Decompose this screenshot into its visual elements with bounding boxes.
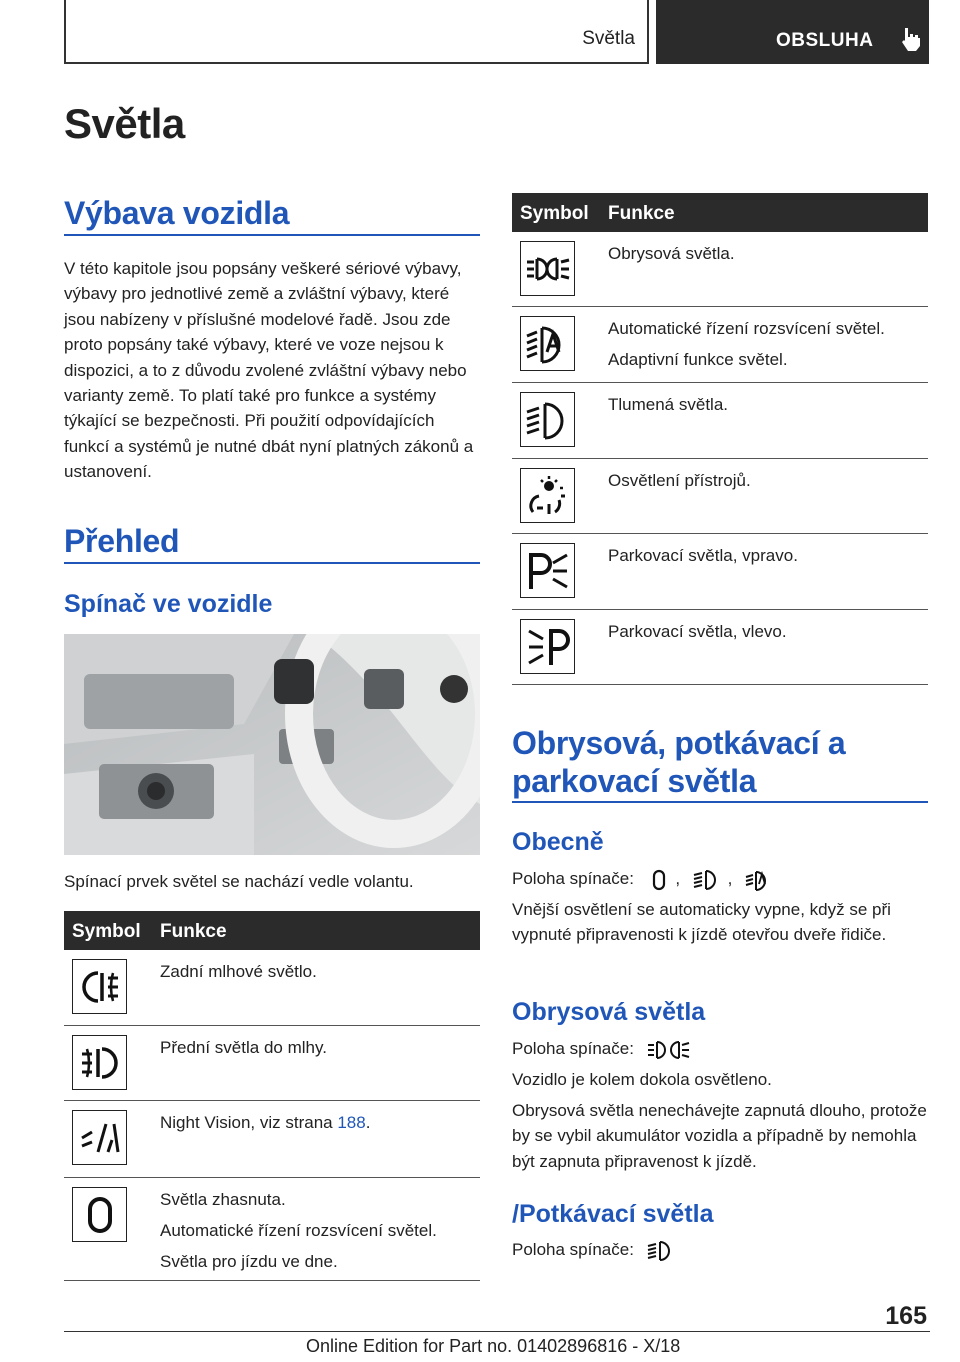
photo-caption: Spínací prvek světel se nachází vedle volantu.: [64, 872, 414, 891]
low-beam-icon: [647, 1239, 677, 1263]
table-row: [64, 1101, 480, 1178]
page-title: Světla: [64, 100, 185, 147]
function-text: Zadní mlhové světlo.: [160, 962, 317, 981]
column-header-function: Funkce: [160, 921, 227, 942]
table-row: [512, 610, 928, 685]
function-text: Night Vision, viz strana 188.: [160, 1113, 371, 1132]
function-text: Světla zhasnuta. Automatické řízení rozsvícení světel. Světla pro jízdu ve dne.: [160, 1190, 437, 1271]
page-reference-link[interactable]: 188: [337, 1113, 366, 1132]
table-row: [64, 950, 480, 1026]
column-header-function: Funkce: [608, 203, 675, 224]
symbol-table-left: [64, 911, 480, 1281]
general-switch-position: Poloha spínače: , ,: [512, 866, 928, 892]
column-header-symbol: Symbol: [520, 203, 589, 224]
page-number: 165: [885, 1302, 927, 1330]
table-row: [64, 1026, 480, 1101]
function-text: Automatické řízení rozsvícení světel. Adaptivní funkce světel.: [608, 319, 885, 369]
night-vision-icon: [72, 1110, 127, 1165]
lights-off-icon: [72, 1187, 127, 1242]
function-text: Tlumená světla.: [608, 395, 728, 414]
lights-off-icon: [647, 869, 671, 891]
light-switch-photo: [64, 634, 480, 855]
parking-text-1: Vozidlo je kolem dokola osvětleno.: [512, 1070, 772, 1089]
function-text: Osvětlení přístrojů.: [608, 471, 751, 490]
switch-subheading: Spínač ve vozidle: [64, 590, 273, 618]
table-row: [512, 534, 928, 610]
heading-rule: [64, 562, 480, 564]
auto-headlight-icon: [520, 316, 575, 371]
low-beam-switch-position: Poloha spínače:: [512, 1237, 928, 1263]
general-text: Vnější osvětlení se automaticky vypne, když se při vypnuté připravenosti k jízdě otevřou dveře řidiče.: [512, 900, 891, 945]
equipment-heading: Výbava vozidla: [64, 195, 290, 231]
heading-rule: [512, 801, 928, 803]
function-text: Přední světla do mlhy.: [160, 1038, 327, 1057]
symbol-table-right: [512, 193, 928, 685]
heading-rule: [64, 234, 480, 236]
parking-lights-icon: [520, 241, 575, 296]
footer-rule: [64, 1331, 930, 1332]
table-row: [64, 1178, 480, 1281]
table-row: [512, 459, 928, 534]
table-row: [512, 232, 928, 307]
instrument-lighting-icon: [520, 468, 575, 523]
lights-section-heading: Obrysová, potkávací a parkovací světla: [512, 725, 846, 799]
table-header: [64, 911, 480, 950]
header-section-box: [64, 0, 649, 64]
footer-edition: Online Edition for Part no. 01402896816 - X/18: [306, 1336, 681, 1356]
parking-text-2: Obrysová světla nenechávejte zapnutá dlouho, protože by se vybil akumulátor vozidla a případně by nemohla být zapnuta připravenost k jízdě.: [512, 1101, 927, 1171]
parking-lights-icon: [647, 1039, 691, 1061]
hand-pointer-icon: [900, 26, 922, 52]
function-text: Parkovací světla, vpravo.: [608, 546, 798, 565]
auto-headlight-icon: [745, 868, 775, 892]
overview-heading: Přehled: [64, 523, 180, 559]
low-beam-heading: /Potkávací světla: [512, 1200, 714, 1228]
table-header: [512, 193, 928, 232]
parking-light-right-icon: [520, 543, 575, 598]
low-beam-icon: [693, 868, 723, 892]
header-section-title: Světla: [582, 28, 635, 49]
parking-light-left-icon: [520, 619, 575, 674]
parking-switch-position: Poloha spínače:: [512, 1036, 928, 1061]
rear-fog-light-icon: [72, 959, 127, 1014]
general-heading: Obecně: [512, 828, 604, 856]
front-fog-light-icon: [72, 1035, 127, 1090]
function-text: Parkovací světla, vlevo.: [608, 622, 787, 641]
table-row: [512, 383, 928, 459]
parking-lights-heading: Obrysová světla: [512, 998, 706, 1026]
function-text: Obrysová světla.: [608, 244, 735, 263]
header-chapter-box: [656, 0, 929, 64]
header-chapter-title: OBSLUHA: [776, 30, 874, 51]
table-row: [512, 307, 928, 383]
low-beam-icon: [520, 392, 575, 447]
column-header-symbol: Symbol: [72, 921, 141, 942]
equipment-text: V této kapitole jsou popsány veškeré sériové výbavy, výbavy pro jednotlivé země a zvláštní výbavy, které jsou nabízeny v příslušné modelové řadě. Jsou zde proto popsány také výbavy, které ve voze nejsou k dispozici, a to z důvodu zvolené zvláštní výbavy nebo varianty země. To platí také pro funkce a systémy týkající se bezpečnosti. Při použití odpovídajících funkcí a systémů je nutné dbát nyní platných zákonů a ustanovení.: [64, 259, 474, 482]
